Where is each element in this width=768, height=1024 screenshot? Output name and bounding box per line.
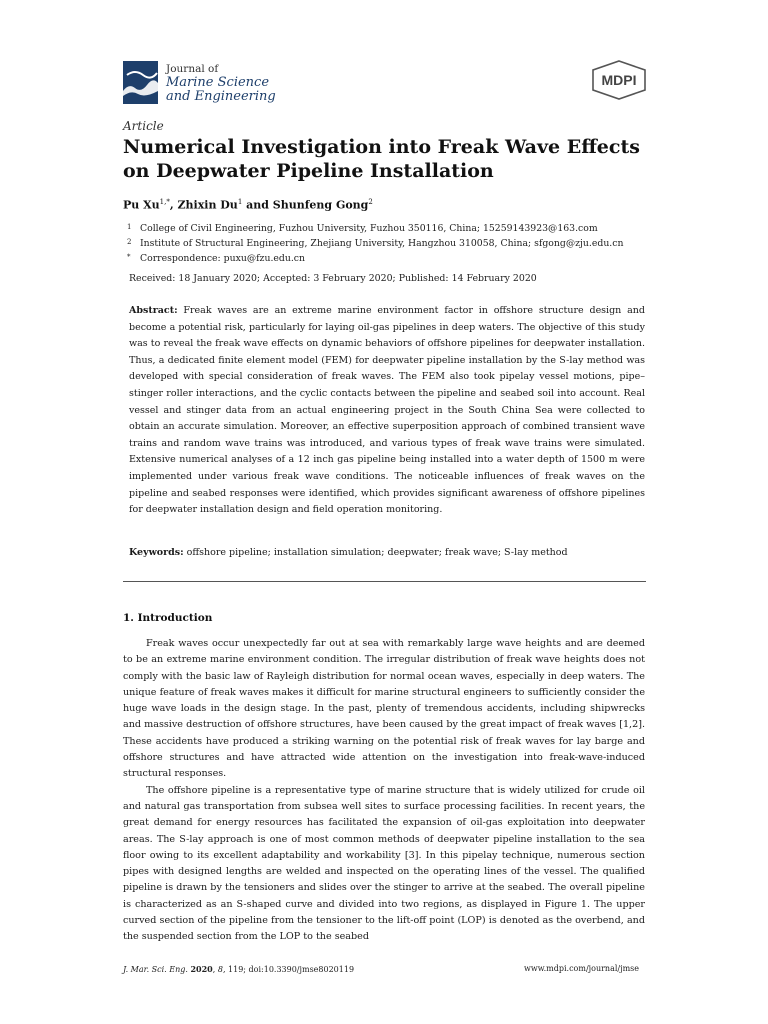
- article-title: Numerical Investigation into Freak Wave Effects on Deepwater Pipeline Installation: [123, 136, 640, 182]
- author-affil-mark: 2: [368, 198, 373, 206]
- author-list: [123, 198, 373, 212]
- citation-doi: , 119; doi:10.3390/jmse8020119: [222, 965, 355, 974]
- author-name: Zhixin Du: [177, 198, 238, 212]
- author-affil-mark: 1: [237, 198, 243, 206]
- article-type: Article: [123, 119, 164, 133]
- footer-website-link[interactable]: www.mdpi.com/journal/jmse: [524, 964, 639, 973]
- journal-name: [166, 62, 276, 104]
- journal-name-line3: and Engineering: [166, 89, 276, 104]
- mdpi-logo: [591, 60, 647, 100]
- affiliations: [127, 221, 623, 266]
- citation-volume: 8: [217, 965, 223, 974]
- citation-year: 2020: [190, 964, 213, 974]
- publisher-name: MDPI: [601, 72, 637, 88]
- author-separator: ,: [169, 198, 178, 212]
- section-heading: 1. Introduction: [123, 612, 213, 624]
- paragraph: Freak waves occur unexpectedly far out at sea with remarkably large wave heights and are deemed to be an extreme marine environment condition. The irregular distribution of freak wave heights does not comply with the basic law of Rayleigh distribution for normal ocean waves, especially in deep waters. The unique feature of freak waves makes it difficult for marine structural engineers to sufficiently consider the huge wave loads in the design stage. In the past, plenty of tremendous accidents, including shipwrecks and massive destruction of offshore structures, have been caused by the great impact of freak waves [1,2]. These accidents have produced a striking warning on the potential risk of freak waves for lay barge and offshore structures and have attracted wide attention on the investigation into freak-wave-induced structural responses.: [123, 638, 645, 780]
- author-separator: and: [242, 198, 273, 212]
- journal-logo: [123, 61, 158, 104]
- keywords-text: offshore pipeline; installation simulation; deepwater; freak wave; S-lay method: [186, 547, 568, 558]
- footer-citation: J. Mar. Sci. Eng. 2020, 8, 119; doi:10.3390/jmse8020119: [123, 964, 355, 974]
- abstract: [129, 303, 645, 519]
- citation-journal: J. Mar. Sci. Eng.: [123, 965, 188, 974]
- author-name: Pu Xu: [123, 198, 160, 212]
- affiliation-item: [127, 236, 623, 251]
- author-name: Shunfeng Gong: [272, 198, 369, 212]
- publication-dates: Received: 18 January 2020; Accepted: 3 February 2020; Published: 14 February 2020: [129, 273, 537, 284]
- journal-name-line2: Marine Science: [166, 75, 270, 90]
- section-body: [123, 636, 645, 946]
- paragraph: The offshore pipeline is a representative type of marine structure that is widely utilized for crude oil and natural gas transportation from subsea well sites to surface processing facilities. In recent years, the great demand for energy resources has facilitated the expansion of oil-gas exploitation into deepwater areas. The S-lay approach is one of most common methods of deepwater pipeline installation to the sea floor owing to its excellent adaptability and workability [3]. In this pipelay technique, numerous section pipes with designed lengths are welded and inspected on the operating lines of the vessel. The qualified pipeline is drawn by the tensioners and slides over the stinger to arrive at the seabed. The overall pipeline is characterized as an S-shaped curve and divided into two regions, as displayed in Figure 1. The upper curved section of the pipeline from the tensioner to the lift-off point (LOP) is denoted as the overbend, and the suspended section from the LOP to the seabed: [123, 784, 645, 943]
- keywords-label: Keywords:: [129, 547, 184, 558]
- divider: [123, 581, 646, 582]
- affiliation-mark: *: [127, 253, 131, 261]
- affiliation-item: [127, 221, 623, 236]
- journal-name-line1: Journal of: [166, 63, 219, 75]
- affiliation-text: Institute of Structural Engineering, Zhejiang University, Hangzhou 310058, China; sfgong@zju.edu.cn: [140, 238, 624, 249]
- affiliation-mark: 1: [127, 223, 132, 231]
- abstract-text: Freak waves are an extreme marine environment factor in offshore structure design and become a potential risk, particularly for laying oil-gas pipelines in deep waters. The objective of this study was to reveal the freak wave effects on dynamic behaviors of offshore pipelines for deepwater installation. Thus, a dedicated finite element model (FEM) for deepwater pipeline installation by the S-lay method was developed with special consideration of freak waves. The FEM also took pipelay vessel motions, pipe–stinger roller interactions, and the cyclic contacts between the pipeline and seabed soil into account. Real vessel and stinger data from an actual engineering project in the South China Sea were collected to obtain an accurate simulation. Moreover, an effective superposition approach of combined transient wave trains and random wave trains was introduced, and various types of freak wave trains were simulated. Extensive numerical analyses of a 12 inch gas pipeline being installed into a water depth of 1500 m were implemented under various freak wave conditions. The noticeable influences of freak waves on the pipeline and seabed responses were identified, which provides significant awareness of offshore pipelines for deepwater installation design and field operation monitoring.: [129, 305, 645, 516]
- affiliation-text: College of Civil Engineering, Fuzhou University, Fuzhou 350116, China; 15259143923@163.com: [140, 223, 598, 234]
- abstract-label: Abstract:: [129, 305, 178, 316]
- author-affil-mark: 1,*: [159, 198, 170, 206]
- affiliation-mark: 2: [127, 238, 132, 246]
- keywords: [129, 547, 568, 558]
- correspondence-text: Correspondence: puxu@fzu.edu.cn: [140, 253, 305, 264]
- affiliation-item: [127, 251, 623, 266]
